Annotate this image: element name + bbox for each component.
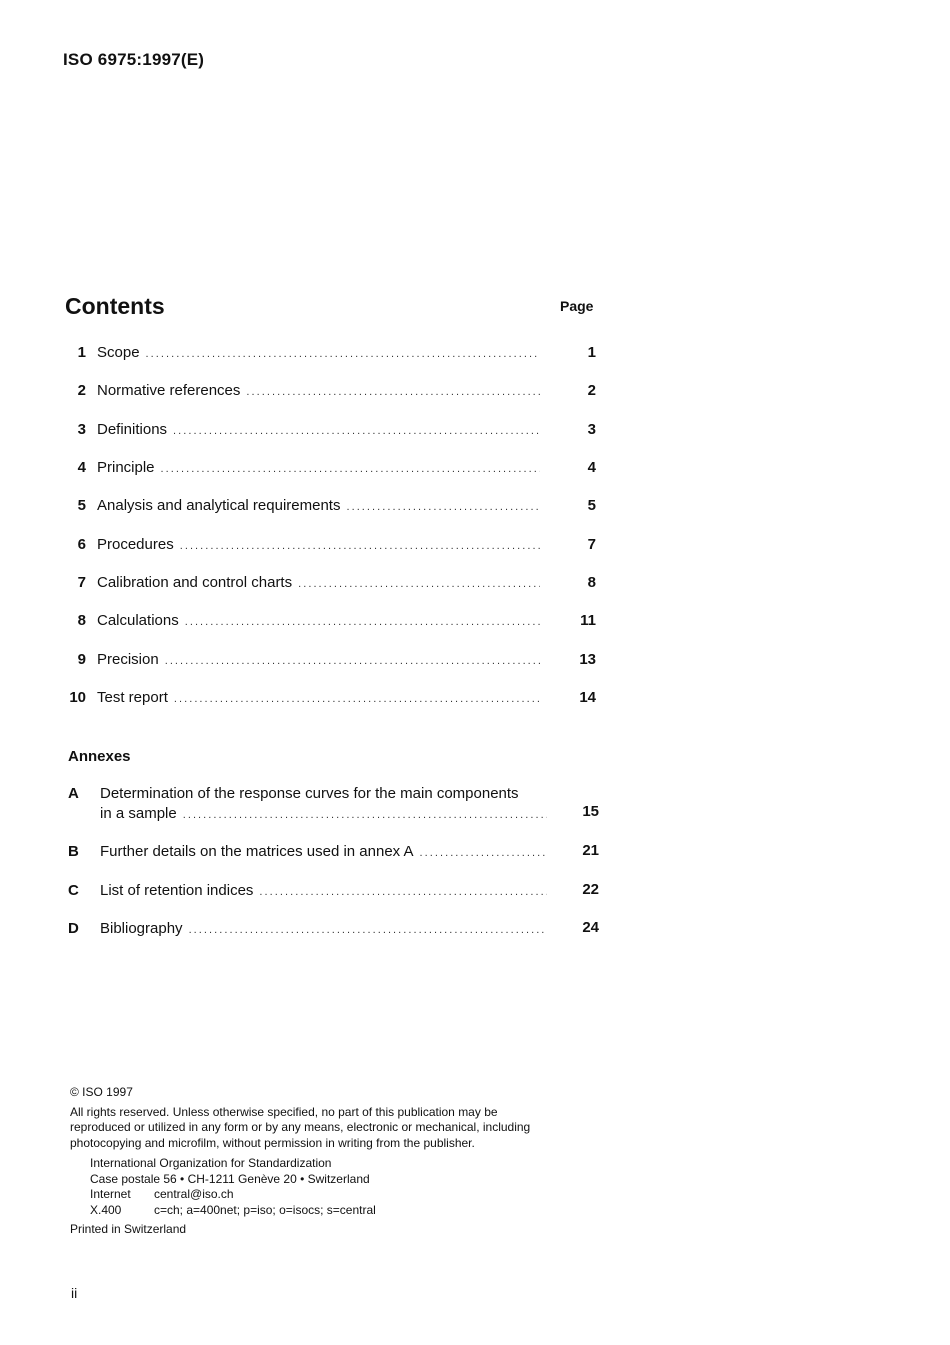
annex-letter: A <box>68 785 79 802</box>
toc-page: 1 <box>587 344 596 361</box>
dot-leader <box>165 655 540 667</box>
toc-title: Principle <box>97 459 155 476</box>
toc-title: Test report <box>97 689 168 706</box>
organization-name: International Organization for Standardization <box>90 1156 332 1170</box>
toc-title: Procedures <box>97 536 174 553</box>
toc-entry-9[interactable] <box>64 651 596 675</box>
toc-entry-5[interactable] <box>64 497 596 521</box>
document-id: ISO 6975:1997(E) <box>63 50 205 69</box>
annexes-heading: Annexes <box>68 748 131 765</box>
page-folio: ii <box>71 1285 78 1301</box>
toc-entry-8[interactable] <box>64 612 596 636</box>
annex-letter: C <box>68 882 79 899</box>
toc-number: 1 <box>77 344 86 361</box>
toc-page: 2 <box>587 382 596 399</box>
dot-leader <box>146 348 540 360</box>
annex-letter: D <box>68 920 79 937</box>
toc-entry-2[interactable] <box>64 382 596 406</box>
toc-entry-6[interactable] <box>64 536 596 560</box>
toc-page: 8 <box>587 574 596 591</box>
dot-leader <box>174 693 540 705</box>
toc-entry-10[interactable] <box>64 689 596 713</box>
rights-statement-line: photocopying and microfilm, without permission in writing from the publisher. <box>70 1135 475 1150</box>
toc-number: 2 <box>77 382 86 399</box>
dot-leader <box>173 425 540 437</box>
annex-letter: B <box>68 843 79 860</box>
dot-leader <box>189 924 547 936</box>
rights-statement-line: reproduced or utilized in any form or by any means, electronic or mechanical, including <box>70 1120 531 1134</box>
toc-page: 11 <box>580 612 596 629</box>
copyright-notice: © ISO 1997 <box>70 1085 133 1099</box>
dot-leader <box>185 616 540 628</box>
toc-title: Calculations <box>97 612 179 629</box>
toc-page: 14 <box>579 689 596 706</box>
annex-title: Further details on the matrices used in annex A <box>100 843 414 860</box>
toc-page: 7 <box>587 536 596 553</box>
annex-page: 15 <box>582 803 599 820</box>
toc-title: Definitions <box>97 421 168 438</box>
annex-entry-b[interactable] <box>68 843 599 865</box>
page-column-label: Page <box>560 298 594 314</box>
x400-label: X.400 <box>90 1202 122 1217</box>
toc-number: 10 <box>69 689 86 706</box>
annex-entry-a[interactable] <box>68 785 599 827</box>
toc-page: 5 <box>587 497 596 514</box>
toc-number: 9 <box>77 651 86 668</box>
annex-title: List of retention indices <box>100 882 254 899</box>
toc-page: 13 <box>579 651 596 668</box>
dot-leader <box>346 501 540 513</box>
toc-number: 7 <box>77 574 86 591</box>
annex-title: Bibliography <box>100 920 183 937</box>
annex-entry-d[interactable] <box>68 920 599 942</box>
dot-leader <box>180 540 540 552</box>
dot-leader <box>161 463 540 475</box>
publisher-address <box>90 1156 580 1218</box>
toc-number: 3 <box>77 421 86 438</box>
toc-number: 8 <box>77 612 86 629</box>
printed-in: Printed in Switzerland <box>70 1222 187 1236</box>
toc-title: Precision <box>97 651 159 668</box>
toc-number: 4 <box>77 459 86 476</box>
toc-entry-7[interactable] <box>64 574 596 598</box>
toc-title: Analysis and analytical requirements <box>97 497 341 514</box>
annex-page: 22 <box>582 881 599 898</box>
dot-leader <box>259 886 547 898</box>
postal-address: Case postale 56 • CH-1211 Genève 20 • Switzerland <box>90 1171 370 1186</box>
annex-title: Determination of the response curves for the main components <box>100 785 519 802</box>
annex-page: 24 <box>582 919 599 936</box>
toc-title: Calibration and control charts <box>97 574 293 591</box>
x400-address: c=ch; a=400net; p=iso; o=isocs; s=central <box>154 1202 376 1217</box>
toc-number: 6 <box>77 536 86 553</box>
toc-page: 4 <box>587 459 596 476</box>
toc-title: Scope <box>97 344 140 361</box>
dot-leader <box>183 809 547 821</box>
dot-leader <box>298 578 540 590</box>
dot-leader <box>420 847 547 859</box>
copyright-block <box>70 1085 580 1238</box>
toc-entry-3[interactable] <box>64 421 596 445</box>
toc-number: 5 <box>77 497 86 514</box>
annex-entry-c[interactable] <box>68 882 599 904</box>
annex-page: 21 <box>582 842 599 859</box>
internet-label: Internet <box>90 1187 131 1201</box>
toc-title: Normative references <box>97 382 241 399</box>
toc-entry-1[interactable] <box>64 344 596 368</box>
internet-address[interactable]: central@iso.ch <box>154 1187 234 1201</box>
contents-title: Contents <box>65 293 165 319</box>
dot-leader <box>246 386 540 398</box>
toc-entry-4[interactable] <box>64 459 596 483</box>
toc-page: 3 <box>587 421 596 438</box>
annex-title-continuation: in a sample <box>100 805 177 822</box>
rights-statement-line: All rights reserved. Unless otherwise specified, no part of this publication may be <box>70 1104 498 1119</box>
